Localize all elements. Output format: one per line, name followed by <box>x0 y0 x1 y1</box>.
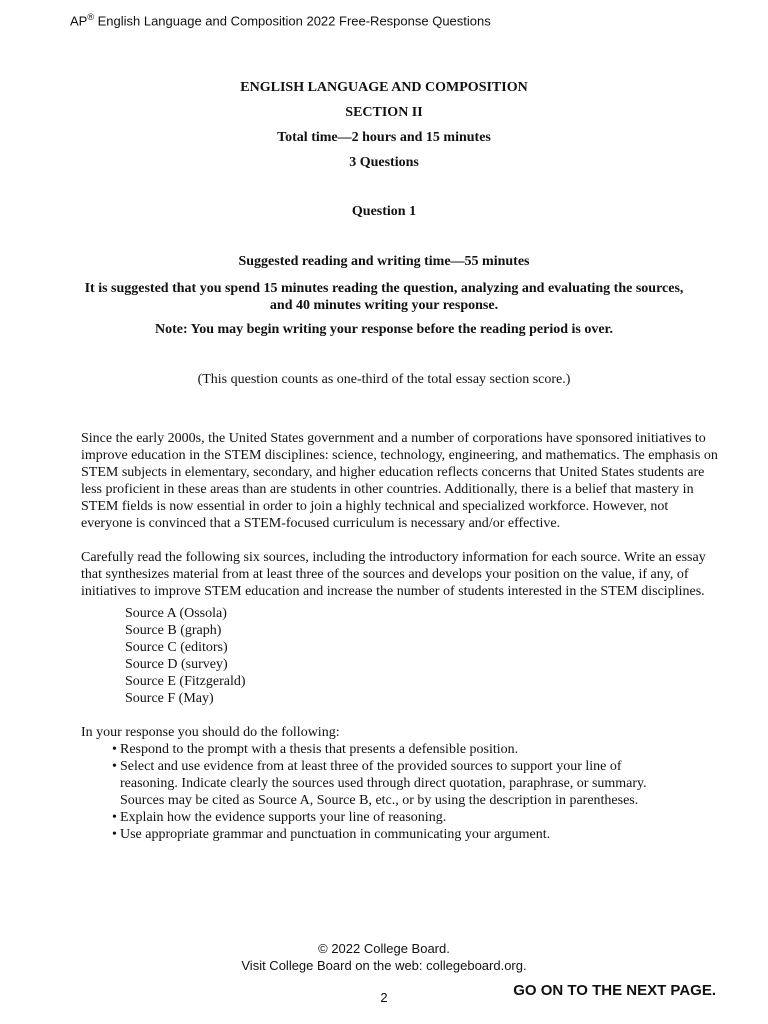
intro-paragraph: Since the early 2000s, the United States government and a number of corporations have sponsored initiatives to improve education in the STEM disciplines: science, technology, engineering, and mathematics. The emphasis on STEM subjects in elementary, secondary, and higher education reflects concerns that United States students are less proficient in these areas than are students in other countries. Additionally, there is a belief that mastery in STEM fields is now essential in order to join a highly technical and specialized workforce. However, not everyone is convinced that a STEM-focused curriculum is necessary and/or effective. <box>81 431 718 531</box>
source-item: Source F (May) <box>125 691 214 706</box>
copyright-notice: © 2022 College Board. <box>318 941 450 956</box>
reading-period-note: Note: You may begin writing your response before the reading period is over. <box>155 322 613 337</box>
bullet-glyph: • <box>112 742 117 757</box>
bullet-glyph: • <box>112 827 117 842</box>
instruction-item <box>112 809 672 826</box>
instruction-item <box>112 758 672 809</box>
website-notice: Visit College Board on the web: collegeboard.org. <box>241 958 527 973</box>
source-item: Source E (Fitzgerald) <box>125 674 246 689</box>
instruction-item <box>112 826 672 843</box>
source-list <box>125 605 246 707</box>
time-suggestion <box>0 280 768 314</box>
section-question-count: 3 Questions <box>349 155 419 170</box>
instructions-intro: In your response you should do the following: <box>81 725 340 740</box>
section-course-title: ENGLISH LANGUAGE AND COMPOSITION <box>240 80 528 95</box>
page-footer <box>0 940 768 974</box>
source-item: Source A (Ossola) <box>125 606 227 621</box>
next-page-notice: GO ON TO THE NEXT PAGE. <box>513 982 716 999</box>
header-title: English Language and Composition 2022 Free-Response Questions <box>93 13 491 29</box>
suggested-time: Suggested reading and writing time—55 minutes <box>238 254 530 269</box>
page-header <box>70 12 491 28</box>
question-title: Question 1 <box>351 204 417 219</box>
source-item: Source D (survey) <box>125 657 228 672</box>
score-note: (This question counts as one-third of the total essay section score.) <box>197 372 571 387</box>
instruction-text: Select and use evidence from at least three of the provided sources to support your line of reasoning. Indicate clearly the sources used through direct quotation, paraphrase, or summary. Sources may be cited as Source A, Source B, etc., or by using the description in parentheses. <box>120 759 647 808</box>
instruction-text: Explain how the evidence supports your line of reasoning. <box>120 810 447 825</box>
section-total-time: Total time—2 hours and 15 minutes <box>277 130 491 145</box>
section-number: SECTION II <box>345 105 423 120</box>
prompt-paragraph: Carefully read the following six sources, including the introductory information for each source. Write an essay that synthesizes material from at least three of the sources and develops your position on the value, if any, of initiatives to improve STEM education and increase the number of students interested in the STEM disciplines. <box>81 550 706 599</box>
bullet-glyph: • <box>112 810 117 825</box>
bullet-glyph: • <box>112 759 117 774</box>
instruction-list <box>112 741 672 843</box>
time-suggestion-line1: It is suggested that you spend 15 minutes reading the question, analyzing and evaluating the sources, <box>84 281 684 296</box>
instruction-text: Respond to the prompt with a thesis that presents a defensible position. <box>120 742 519 757</box>
instruction-item <box>112 741 672 758</box>
time-suggestion-line2: and 40 minutes writing your response. <box>269 298 499 313</box>
header-ap: AP <box>70 13 88 29</box>
source-item: Source B (graph) <box>125 623 222 638</box>
registered-mark: ® <box>87 12 94 22</box>
page-number: 2 <box>380 990 388 1005</box>
source-item: Source C (editors) <box>125 640 228 655</box>
section-title-block <box>0 75 768 175</box>
instruction-text: Use appropriate grammar and punctuation in communicating your argument. <box>120 827 551 842</box>
